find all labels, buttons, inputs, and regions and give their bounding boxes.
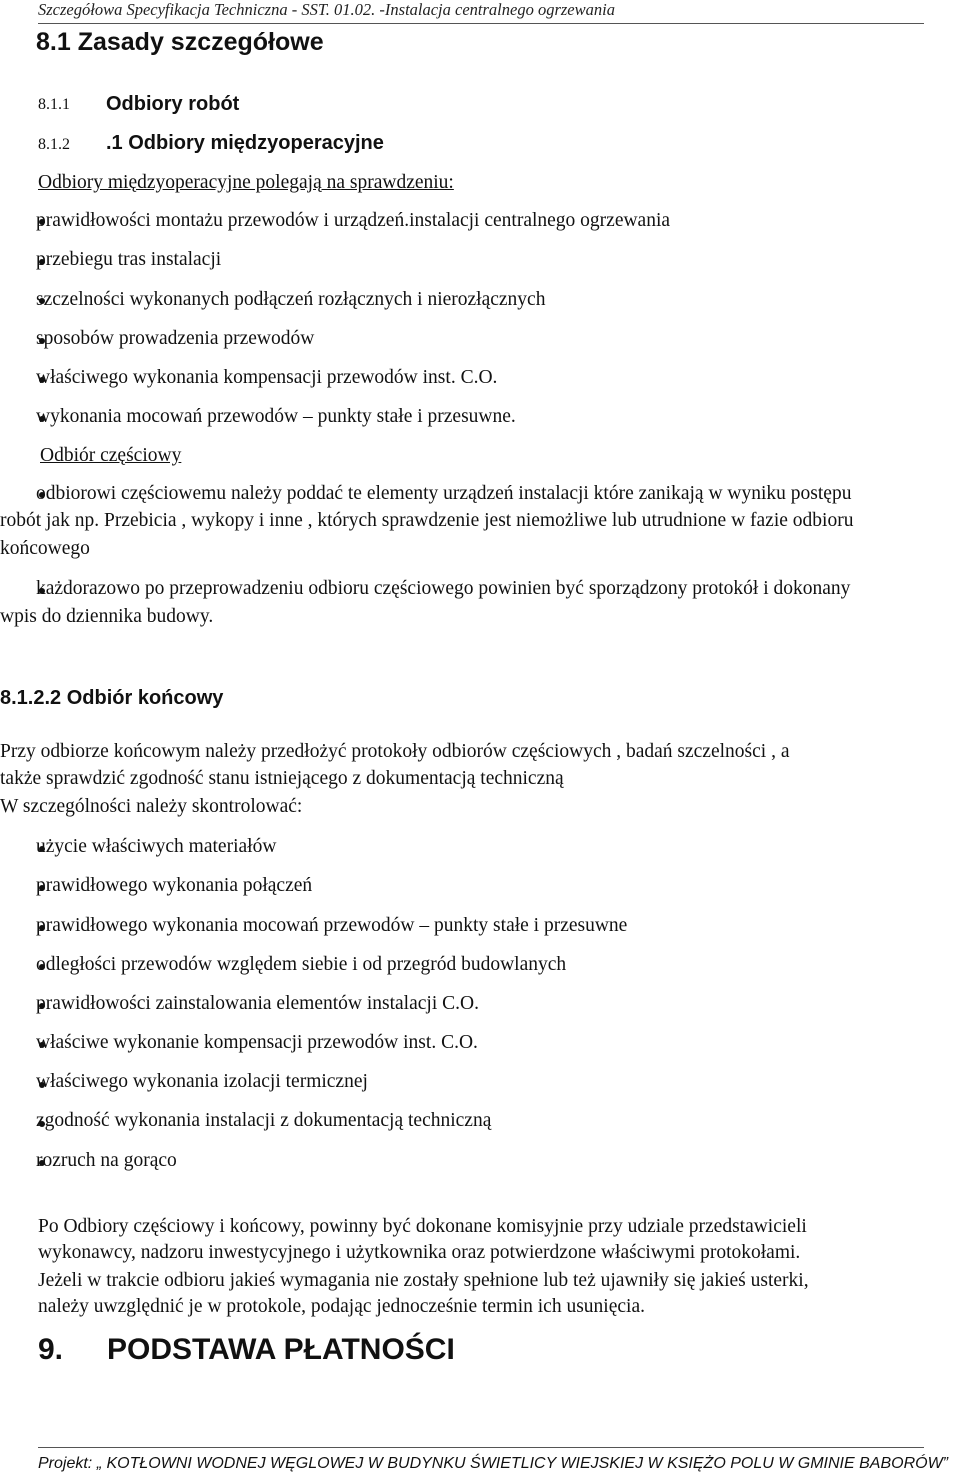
page-header: Szczegółowa Specyfikacja Techniczna - SST. 01.02. -Instalacja centralnego ogrzewania: [38, 0, 924, 24]
closing-paragraph-line-1: Po Odbiory częściowy i końcowy, powinny być dokonane komisyjnie przy udziale przedstawicieli: [38, 1216, 807, 1237]
final-paragraph-line-1: Przy odbiorze końcowym należy przedłożyć protokoły odbiorów częściowych , badań szczelności , a: [0, 741, 790, 762]
closing-paragraph-line-4: należy uwzględnić je w protokole, podając jednocześnie termin ich usunięcia.: [38, 1296, 645, 1317]
inter-list-item: przebiegu tras instalacji: [36, 249, 222, 270]
closing-paragraph-line-3: Jeżeli w trakcie odbioru jakieś wymagania nie zostały spełnione lub też ujawniły się jakieś usterki,: [38, 1270, 809, 1291]
section-number-9: 9.: [38, 1333, 64, 1366]
page-footer: Projekt: „ KOTŁOWNI WODNEJ WĘGLOWEJ W BUDYNKU ŚWIETLICY WIEJSKIEJ W KSIĘŻO POLU W GMINIE BABORÓW”: [38, 1455, 948, 1472]
section-title-8-1-2-2: 8.1.2.2 Odbiór końcowy: [0, 687, 224, 709]
final-list-item: prawidłowości zainstalowania elementów instalacji C.O.: [36, 993, 479, 1014]
closing-paragraph-line-2: wykonawcy, nadzoru inwestycyjnego i użytkownika oraz potwierdzone właściwymi protokołami.: [38, 1242, 801, 1263]
final-list-item: właściwego wykonania izolacji termicznej: [36, 1071, 368, 1092]
inter-list-item: prawidłowości montażu przewodów i urządzeń.instalacji centralnego ogrzewania: [36, 210, 671, 231]
section-title-9: PODSTAWA PŁATNOŚCI: [107, 1333, 455, 1366]
section-number-8-1-1: 8.1.1: [38, 96, 70, 113]
section-number-8-1-2: 8.1.2: [38, 136, 70, 153]
final-paragraph-line-3: W szczególności należy skontrolować:: [0, 796, 303, 817]
footer-divider: [38, 1447, 924, 1448]
inter-list-item: sposobów prowadzenia przewodów: [36, 328, 315, 349]
partial-paragraph-2-line-2: wpis do dziennika budowy.: [0, 606, 214, 627]
interoperational-intro: Odbiory międzyoperacyjne polegają na sprawdzeniu:: [38, 172, 454, 193]
partial-paragraph-1-line-1: odbiorowi częściowemu należy poddać te elementy urządzeń instalacji które zanikają w wyniku postępu: [36, 483, 852, 504]
final-list-item: zgodność wykonania instalacji z dokumentacją techniczną: [36, 1110, 492, 1131]
final-list-item: rozruch na gorąco: [36, 1150, 177, 1171]
partial-paragraph-1-line-3: końcowego: [0, 538, 90, 559]
partial-paragraph-1-line-2: robót jak np. Przebicia , wykopy i inne , których sprawdzenie jest niemożliwe lub utrudnione w fazie odbioru: [0, 510, 854, 531]
inter-list-item: wykonania mocowań przewodów – punkty stałe i przesuwne.: [36, 406, 516, 427]
section-title-8-1-1: Odbiory robót: [106, 93, 240, 115]
inter-list-item: właściwego wykonania kompensacji przewodów inst. C.O.: [36, 367, 498, 388]
final-list-item: użycie właściwych materiałów: [36, 836, 277, 857]
inter-list-item: szczelności wykonanych podłączeń rozłącznych i nierozłącznych: [36, 289, 546, 310]
final-list-item: prawidłowego wykonania połączeń: [36, 875, 313, 896]
final-list-item: prawidłowego wykonania mocowań przewodów – punkty stałe i przesuwne: [36, 915, 628, 936]
final-paragraph-line-2: także sprawdzić zgodność stanu istniejącego z dokumentacją techniczną: [0, 768, 564, 789]
partial-paragraph-2-line-1: każdorazowo po przeprowadzeniu odbioru częściowego powinien być sporządzony protokół i dokonany: [36, 578, 851, 599]
section-heading-8-1: 8.1 Zasady szczegółowe: [36, 28, 324, 56]
final-list-item: odległości przewodów względem siebie i od przegród budowlanych: [36, 954, 567, 975]
final-list-item: właściwe wykonanie kompensacji przewodów inst. C.O.: [36, 1032, 478, 1053]
partial-acceptance-title: Odbiór częściowy: [40, 445, 182, 466]
section-title-8-1-2: .1 Odbiory międzyoperacyjne: [106, 132, 384, 154]
